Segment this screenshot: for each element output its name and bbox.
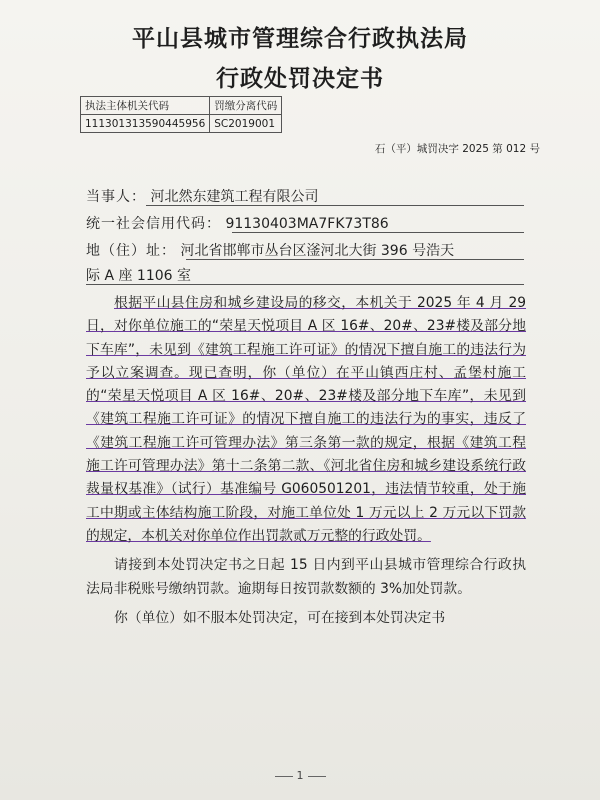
credit-code-value: 91130403MA7FK73T86 [225,216,389,232]
address-underline-1 [186,259,524,260]
decision-body [86,292,526,630]
fine-separation-code-label: 罚缴分离代码 [210,97,282,115]
document-number: 石（平）城罚决字 2025 第 012 号 [374,143,540,155]
party-name-underline [146,205,524,206]
credit-code-field [86,213,389,233]
credit-code-label: 统一社会信用代码： [86,216,221,232]
paragraph-appeal: 你（单位）如不服本处罚决定，可在接到本处罚决定书 [114,609,446,626]
credit-code-underline [232,232,524,233]
party-name-value: 河北然东建筑工程有限公司 [150,189,319,205]
party-name-field [86,186,318,206]
address-field [86,240,454,260]
codes-table [80,96,282,133]
address-value-line2: 际 A 座 1106 室 [86,268,192,284]
address-label: 地（住）址： [86,243,176,259]
enforcement-code-value: 111301313590445956 [81,115,210,133]
document-type-title: 行政处罚决定书 [216,66,384,92]
enforcement-code-label: 执法主体机关代码 [81,97,210,115]
address-value-line1: 河北省邯郸市丛台区滏河北大街 396 号浩天 [180,243,455,259]
paragraph-facts: 根据平山县住房和城乡建设局的移交，本机关于 2025 年 4 月 29 日，对你单位施工的“荣星天悦项目 A 区 16#、20#、23#楼及部分地下车库”，未见到《建筑工程施工许可证》的情况下擅自施工的违法行为予以立案调查。现已查明，你（单位）在平山镇西庄村、孟堡村施工的“荣星天悦项目 A 区 16#、20#、23#楼及部分地下车库”，未见到《建筑工程施工许可证》的情况下擅自施工的违法行为的事实，违反了《建筑工程施工许可管理办法》第三条第一款的规定，根据《建筑工程施工许可管理办法》第十二条第二款、《河北省住房和城乡建设系统行政裁量权基准》（试行）基准编号 G060501201，违法情节较重，处于施工中期或主体结构施工阶段，对施工单位处 1 万元以上 2 万元以下罚款的规定，本机关对你单位作出罚款贰万元整的行政处罚。 [86,295,526,544]
fine-separation-code-value: SC2019001 [210,115,282,133]
paragraph-payment: 请接到本处罚决定书之日起 15 日内到平山县城市管理综合行政执法局非税账号缴纳罚款。逾期每日按罚款数额的 3%加处罚款。 [86,557,526,597]
codes-table-value-row [81,115,282,133]
codes-table-header-row [81,97,282,115]
address-continuation [86,265,191,285]
address-underline-2 [86,284,524,285]
page-number: 1 [0,769,600,782]
party-name-label: 当事人： [86,189,146,205]
agency-title: 平山县城市管理综合行政执法局 [132,26,468,52]
